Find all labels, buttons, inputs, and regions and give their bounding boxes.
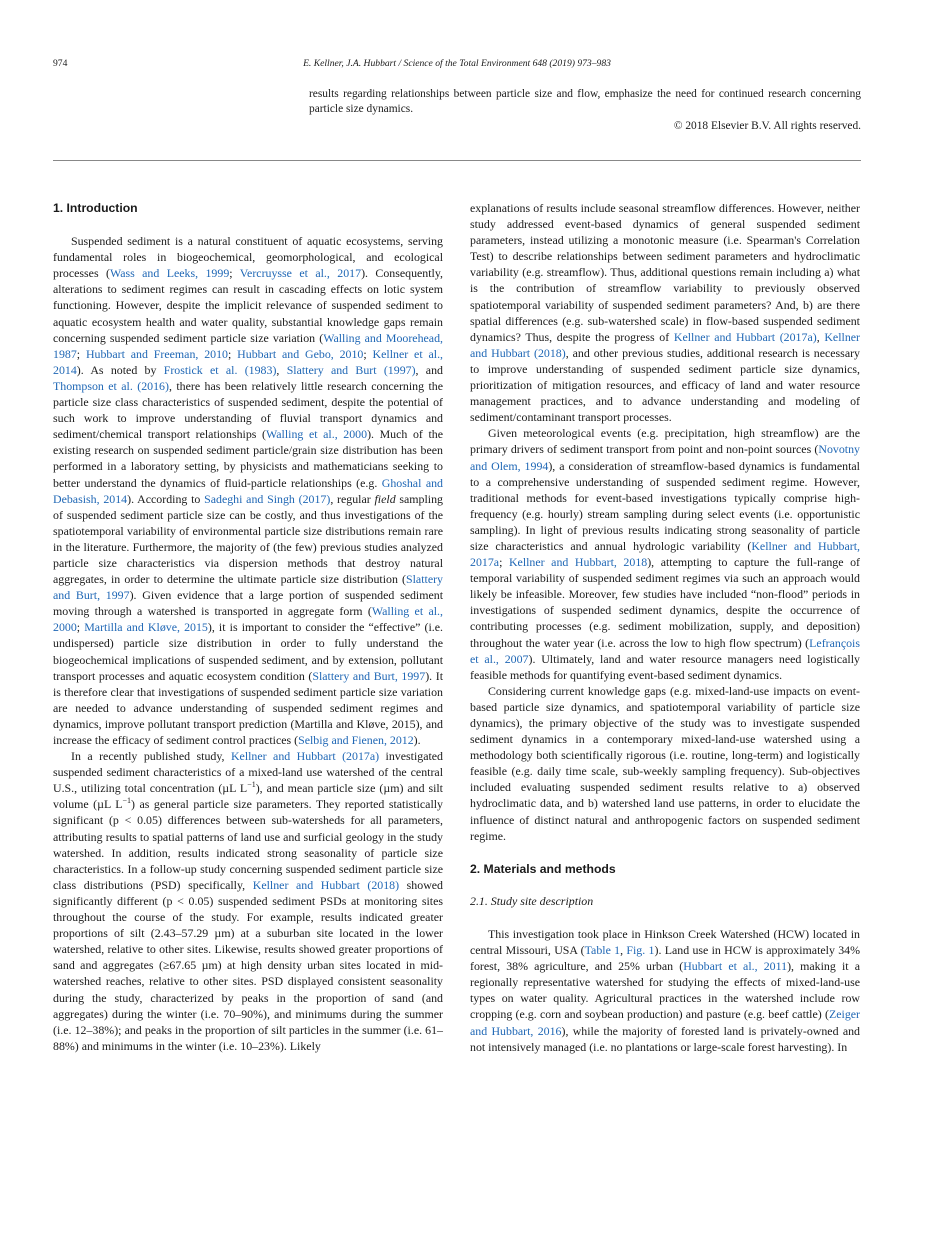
citation-link[interactable]: Walling and Moorehead, 1987 [53, 330, 443, 361]
text-run: ). It is therefore clear that investigations of suspended sediment particle size variation are needed to advance understanding of suspended sediment regimes and dynamics, improve pollutant transport prediction (Martilla and Kløve, 2015), and increase the efficacy of sediment control practices ( [53, 668, 443, 747]
text-run: ). Land use in HCW is approximately 34% forest, 38% agriculture, and 25% urban ( [470, 943, 861, 974]
text-run: ; [363, 346, 373, 361]
citation-link[interactable]: Slattery and Burt, 1997 [53, 572, 443, 603]
citation-link[interactable]: Kellner and Hubbart (2018) [252, 877, 400, 892]
citation-link[interactable]: Lefrançois et al., 2007 [470, 635, 860, 666]
text-run: , and other previous studies, additional research is necessary to improve understanding of suspended sediment particle size dynamics, prioritization of mitigation resources, and efficacy of land and water resource management practices, and to advance understanding and modeling of sediment/contaminant transport processes. [470, 345, 860, 425]
introduction-heading: 1. Introduction [53, 201, 138, 215]
body-paragraph [53, 233, 443, 748]
citation-link[interactable]: Hubbart and Gebo, 2010 [237, 346, 364, 361]
running-head: E. Kellner, J.A. Hubbart / Science of the Total Environment 648 (2019) 973–983 [303, 58, 611, 69]
text-run: ; [76, 620, 85, 635]
text-run: ; [228, 346, 238, 361]
body-paragraph [470, 425, 860, 683]
text-run: ; [499, 555, 509, 570]
body-paragraph [470, 683, 860, 844]
text-run: , [816, 329, 825, 344]
text-run: Suspended sediment is a natural constituent of aquatic ecosystems, serving fundamental roles in biogeochemical, geomorphological, and ecological processes ( [53, 234, 443, 281]
text-run: ; [76, 346, 86, 361]
text-run: ). Given evidence that a large portion of suspended sediment moving through a watershed is transported in aggregate form ( [53, 588, 443, 619]
text-run: ), a consideration of streamflow-based dynamics is fundamental to a comprehensive understanding of suspended sediment regime. However, traditional methods for event-based investigations typically comprise high-frequency (e.g. hourly) stream sampling during select events (i.e. opportunistic sampling). In light of previous results indicating strong seasonality of particle size characteristics and annual hydrologic variability ( [470, 458, 860, 553]
text-run: Given meteorological events (e.g. precipitation, high streamflow) are the primary drivers of sediment transport from point and non-point sources ( [470, 426, 860, 457]
text-run: ). Consequently, alterations to sediment regimes can result in cascading effects on lotic system functioning. However, despite the implicit relevance of suspended sediment to aquatic ecosystem health and water quality, substantial knowledge gaps remain concerning suspended sediment particle size variation ( [53, 266, 443, 345]
citation-link[interactable]: Kellner et al., 2014 [53, 346, 444, 377]
citation-link[interactable]: Kellner and Hubbart, 2017a [470, 538, 860, 570]
text-run: ) as general particle size parameters. They reported statistically significant (p < 0.05) differences between sub-watersheds for all parameters, attributing results to spatial patterns of land use and surficial geology in the study watershed. In addition, results indicated strong seasonality of particle size characteristics. In a follow-up study concerning suspended sediment particle size class distributions (PSD) specifically, [53, 797, 443, 892]
body-paragraph [470, 200, 860, 425]
text-run: ), attempting to capture the full-range of temporal variability of suspended sediment regimes via such an approach would likely be infeasible. Moreover, few studies have included “non-flood” periods in investigations of suspended sediment dynamics, despite the occurrence of contributing processes (e.g. sediment mobilization, supply, and deposition) throughout the water year (i.e. across the low to high flow spectrum) ( [470, 555, 860, 650]
abstract-tail [309, 87, 861, 134]
citation-link[interactable]: Slattery and Burt (1997) [286, 362, 416, 377]
body-paragraph [470, 926, 860, 1055]
copyright-notice: © 2018 Elsevier B.V. All rights reserved. [673, 119, 861, 132]
text-run: ). As noted by [76, 362, 164, 377]
page-number: 974 [53, 58, 68, 69]
citation-link[interactable]: Novotny and Olem, 1994 [470, 442, 860, 473]
right-column [470, 200, 860, 1055]
citation-link[interactable]: Slattery and Burt, 1997 [312, 668, 426, 683]
text-run: , regular [330, 491, 375, 506]
text-run: ). According to [127, 491, 205, 506]
text-run: , there has been relatively little research concerning the particle size class characteristics of suspended sediment, despite the potential of such work to improve understanding of fluvial transport dynamics and sediment/chemical transport relationships ( [53, 378, 443, 442]
citation-link[interactable]: Hubbart and Freeman, 2010 [85, 346, 228, 361]
citation-link[interactable]: Table 1 [584, 943, 621, 958]
citation-link[interactable]: Sadeghi and Singh (2017) [204, 491, 331, 506]
text-run: explanations of results include seasonal streamflow differences. However, neither study addressed event-based dynamics of general suspended sediment parameters, instead utilizing a monotonic measure (i.e. Spearman's Correlation Test) to describe relationships between sediment parameters and hydroclimatic variability (e.g. streamflow). Thus, additional questions remain including a) what is the contribution of streamflow variability to previously observed spatiotemporal variability of suspended sediment parameters? And, b) are there spatial differences (e.g. sub-watershed scale) in flow-based suspended sediment dynamics? Thus, despite the progress of [470, 201, 860, 344]
text-run: ; [229, 266, 240, 281]
text-run: , [276, 362, 287, 377]
text-run: In a recently published study, [71, 749, 231, 764]
citation-link[interactable]: Kellner and Hubbart (2017a) [673, 329, 817, 344]
citation-link[interactable]: Kellner and Hubbart (2018) [470, 329, 860, 360]
page-header [53, 58, 861, 72]
text-run: ), while the majority of forested land is privately-owned and not intensively managed (i.e. no plantations or large-scale forest harvesting). In [470, 1023, 860, 1054]
citation-link[interactable]: Ghoshal and Debasish, 2014 [53, 475, 443, 506]
text-run: sampling of suspended sediment particle size can be costly, and thus investigations of the spatiotemporal variability of environmental particle size distributions remain rare in the literature. Furthermore, the majority of (the few) previous studies analyzed particle size characteristics via dispersion methods that destroy natural aggregates, in order to determine the ultimate particle size distribution ( [53, 491, 443, 587]
body-paragraph [53, 748, 443, 1054]
abstract-divider [53, 160, 861, 161]
text-run: This investigation took place in Hinkson Creek Watershed (HCW) located in central Missouri, USA ( [470, 926, 860, 958]
italic-text: field [374, 491, 396, 506]
citation-link[interactable]: Frostick et al. (1983) [163, 362, 277, 377]
text-run: investigated suspended sediment characteristics of a mixed-land use watershed of the central U.S., utilizing total concentration (µL L [53, 749, 444, 796]
citation-link[interactable]: Selbig and Fienen, 2012 [298, 733, 414, 747]
text-run: ), making it a regionally representative watershed for studying the effects of mixed-land-use types on water quality. Agricultural practices in the watershed include row cropping (e.g. corn and soybean production) and pasture (e.g. beef cattle) ( [470, 959, 860, 1022]
text-run: ). Ultimately, land and water resource managers need logistically feasible methods for quantifying event-based sediment dynamics. [470, 651, 860, 682]
abstract-text: results regarding relationships between particle size and flow, emphasize the need for continued research concerning particle size dynamics. [309, 88, 861, 116]
text-run: , [620, 943, 627, 958]
citation-link[interactable]: Vercruysse et al., 2017 [239, 266, 362, 281]
citation-link[interactable]: Wass and Leeks, 1999 [109, 266, 230, 281]
text-run: Considering current knowledge gaps (e.g. mixed-land-use impacts on event-based particle size dynamics, and spatiotemporal variability of particle size dynamics), the primary objective of the study was to investigate suspended sediment dynamics in a contemporary mixed-land-use watershed using a methodology both scientifically rigorous (i.e. routine, long-term) and logistically feasible (e.g. daily time scale, sub-weekly sampling frequency). Sub-objectives included evaluating suspended sediment results relative to a) observed hydroclimatic data, and b) watershed land use patterns, in order to elucidate the influence of distinct natural and anthropogenic factors on suspended sediment regime. [470, 683, 860, 843]
superscript: −1 [247, 780, 256, 790]
citation-link[interactable]: Kellner and Hubbart (2017a) [230, 749, 380, 764]
citation-link[interactable]: Fig. 1 [626, 943, 655, 958]
study-site-heading: 2.1. Study site description [470, 893, 594, 908]
citation-link[interactable]: Walling et al., 2000 [53, 604, 444, 635]
citation-link[interactable]: Zeiger and Hubbart, 2016 [470, 1007, 860, 1038]
text-run: ), and mean particle size (µm) and silt volume (µL L [53, 781, 443, 812]
text-run: ), it is important to consider the “effective” (i.e. undispersed) particle size distribution in order to fully understand the biogeochemical implications of suspended sediment, and by extension, pollutant transport processes and aquatic ecosystem condition ( [53, 620, 444, 683]
superscript: −1 [122, 796, 132, 806]
citation-link[interactable]: Walling et al., 2000 [265, 427, 368, 442]
methods-heading: 2. Materials and methods [470, 861, 616, 876]
left-column [53, 200, 443, 1054]
text-run: ). Much of the existing research on suspended sediment particle/grain size distribution has been performed in a laboratory setting, by physicists and mathematicians seeking to better understand the dynamics of fluid-particle relationships (e.g. [53, 427, 444, 490]
text-run: ). [413, 733, 421, 747]
citation-link[interactable]: Kellner and Hubbart, 2018 [508, 555, 648, 570]
citation-link[interactable]: Martilla and Kløve, 2015 [84, 620, 208, 635]
citation-link[interactable]: Thompson et al. (2016) [53, 378, 169, 393]
citation-link[interactable]: Hubbart et al., 2011 [683, 959, 788, 974]
text-run: showed significantly different (p < 0.05) suspended sediment PSDs at monitoring sites throughout the course of the study. For example, results indicated greater proportions of silt (2.43–57.29 µm) at a suburban site located in the lower watershed, relative to other sites. Likewise, results showed greater proportions of sand and aggregates (≥67.65 µm) at high density urban sites located in mid-watershed reaches, relative to other sites. PSD displayed consistent seasonality during the study, characterized by peaks in the proportion of sand (and aggregates) during the winter (i.e. 70–90%), and minimums during the summer (i.e. 12–38%); and peaks in the proportion of silt particles in the summer (i.e. 61–88%) and minimums in the winter (i.e. 10–23%). Likely [53, 877, 443, 1053]
text-run: , and [415, 362, 443, 377]
